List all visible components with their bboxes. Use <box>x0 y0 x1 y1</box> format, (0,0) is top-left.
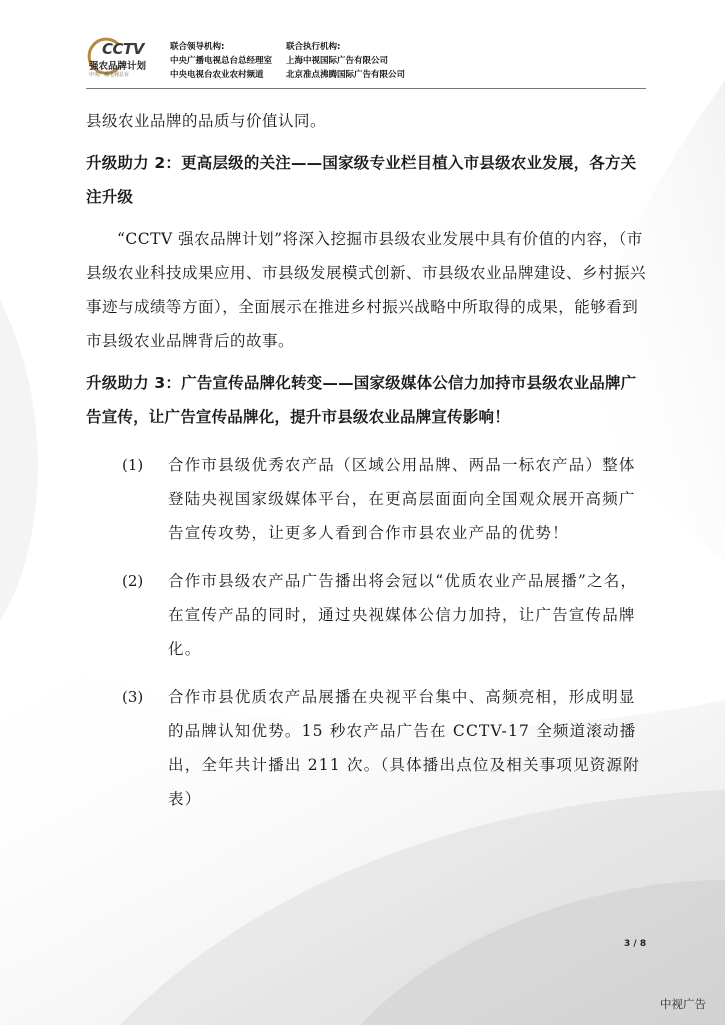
section-heading-2: 升级助力 2：更高层级的关注——国家级专业栏目植入市县级农业发展，各方关注升级 <box>86 154 637 206</box>
page-header <box>86 36 646 88</box>
list-item-text: 合作市县级农产品广告播出将会冠以“优质农业产品展播”之名，在宣传产品的同时，通过央视媒体公信力加持，让广告宣传品牌化。 <box>168 572 638 658</box>
page-content <box>86 104 648 816</box>
paragraph-2: “CCTV 强农品牌计划”将深入挖掘市县级农业发展中具有价值的内容，（市县级农业科技成果应用、市县级发展模式创新、市县级农业品牌建设、乡村振兴事迹与成绩等方面），全面展示在推进乡村振兴战略中所取得的成果，能够看到市县级农业品牌背后的故事。 <box>86 230 647 350</box>
list-item-number: (1) <box>122 456 144 474</box>
logo-sub-text: 中央广播电视总台 <box>89 72 130 78</box>
exec-orgs-title: 联合执行机构: <box>286 42 341 52</box>
section-heading-3: 升级助力 3：广告宣传品牌化转变——国家级媒体公信力加持市县级农业品牌广告宣传，让广告宣传品牌化，提升市县级农业品牌宣传影响！ <box>86 374 637 426</box>
exec-org-item: 上海中视国际广告有限公司 <box>286 56 389 66</box>
list-item-number: (3) <box>122 688 144 706</box>
logo-name-text: 强农品牌计划 <box>89 61 147 72</box>
page-number: 3 / 8 <box>624 939 647 949</box>
list-item <box>86 680 648 816</box>
list-item <box>86 564 648 666</box>
list-item-text: 合作市县级优秀农产品（区域公用品牌、两品一标农产品）整体登陆央视国家级媒体平台，在更高层面面向全国观众展开高频广告宣传攻势，让更多人看到合作市县农业产品的优势！ <box>168 456 636 542</box>
cctv-brand-logo <box>86 36 170 84</box>
paragraph-continuation: 县级农业品牌的品质与价值认同。 <box>86 112 327 130</box>
lead-orgs-title: 联合领导机构: <box>170 42 225 52</box>
watermark-text: 中视广告 <box>660 997 706 1011</box>
lead-org-item: 中央电视台农业农村频道 <box>170 70 264 80</box>
list-item-text: 合作市县优质农产品展播在央视平台集中、高频亮相，形成明显的品牌认知优势。15 秒农产品广告在 CCTV-17 全频道滚动播出，全年共计播出 211 次。（具体播出点位及相关事项见资源附表） <box>168 688 640 808</box>
list-item <box>86 448 648 550</box>
exec-org-item: 北京准点沸腾国际广告有限公司 <box>286 70 406 80</box>
list-item-number: (2) <box>122 572 144 590</box>
lead-organizations <box>170 40 272 82</box>
exec-organizations <box>286 40 405 82</box>
lead-org-item: 中央广播电视总台总经理室 <box>170 56 273 66</box>
logo-cctv-text: CCTV <box>102 40 144 58</box>
header-divider <box>86 88 646 89</box>
